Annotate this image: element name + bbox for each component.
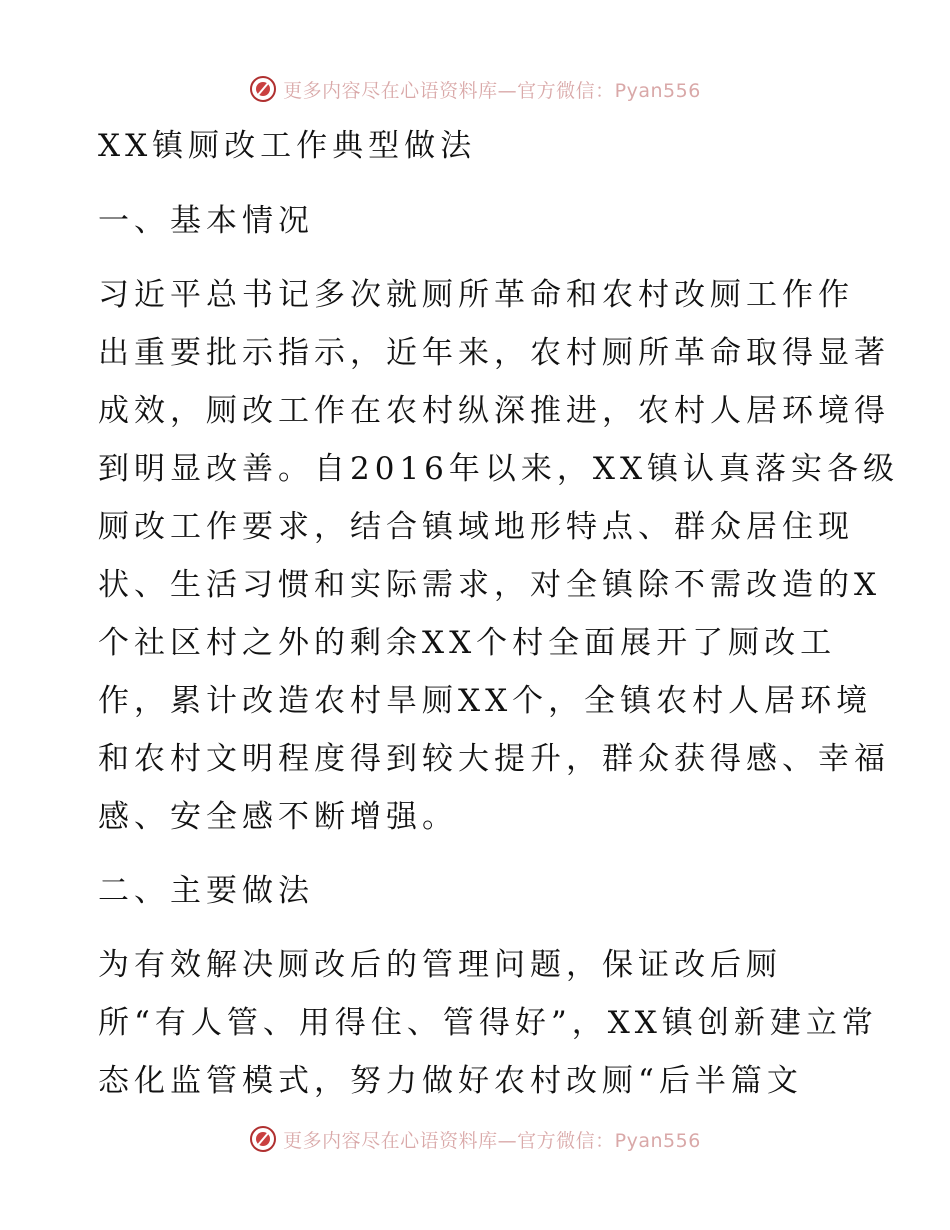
paragraph-line: 所“有人管、用得住、管得好”，XX镇创新建立常 (98, 1005, 878, 1041)
paragraph-line: 为有效解决厕改后的管理问题，保证改后厕 (98, 947, 782, 983)
paragraph-line: 作，累计改造农村旱厕XX个，全镇农村人居环境 (98, 683, 873, 719)
watermark-text: 更多内容尽在心语资料库—官方微信：Pyan556 (283, 1129, 701, 1152)
paragraph-line: 厕改工作要求，结合镇域地形特点、群众居住现 (98, 509, 854, 545)
header-watermark (0, 72, 950, 106)
paragraph-line: 态化监管模式，努力做好农村改厕“后半篇文 (98, 1063, 803, 1099)
section-heading-main-practices: 二、主要做法 (98, 873, 314, 909)
footer-watermark (0, 1122, 950, 1156)
paragraph-line: 习近平总书记多次就厕所革命和农村改厕工作作 (98, 277, 854, 313)
paragraph-line: 和农村文明程度得到较大提升，群众获得感、幸福 (98, 741, 890, 777)
paragraph-line: 成效，厕改工作在农村纵深推进，农村人居环境得 (98, 393, 890, 429)
paragraph-line: 个社区村之外的剩余XX个村全面展开了厕改工 (98, 625, 837, 661)
seal-logo-icon (249, 75, 277, 103)
paragraph-line: 状、生活习惯和实际需求，对全镇除不需改造的X (98, 567, 882, 603)
section-heading-basic-situation: 一、基本情况 (98, 203, 314, 239)
watermark-text: 更多内容尽在心语资料库—官方微信：Pyan556 (283, 79, 701, 102)
paragraph-line: 到明显改善。自2016年以来，XX镇认真落实各级 (98, 451, 900, 487)
document-title: XX镇厕改工作典型做法 (98, 128, 477, 164)
paragraph-line: 出重要批示指示，近年来，农村厕所革命取得显著 (98, 335, 890, 371)
seal-logo-icon (249, 1125, 277, 1153)
paragraph-line: 感、安全感不断增强。 (98, 799, 458, 835)
